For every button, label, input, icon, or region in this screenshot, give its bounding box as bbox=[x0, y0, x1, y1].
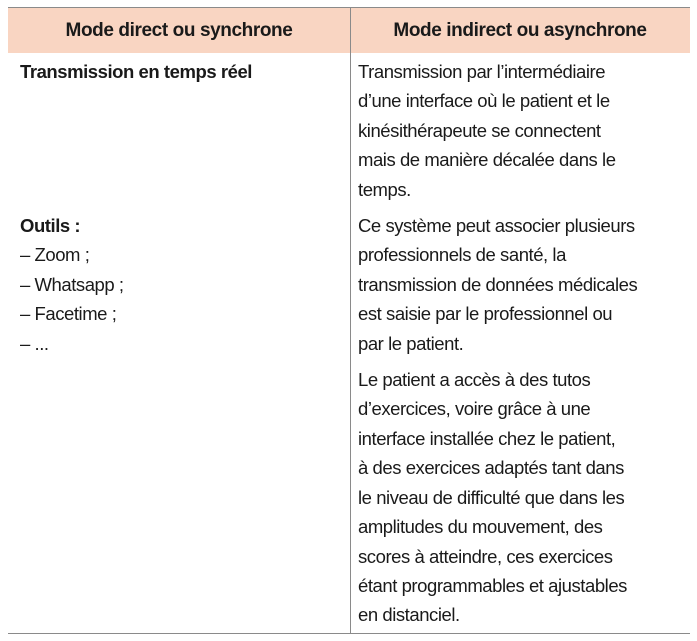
paragraph-2 bbox=[358, 211, 637, 358]
text-line: d’une interface où le patient et le bbox=[358, 90, 610, 112]
text-line: par le patient. bbox=[358, 332, 464, 354]
text-line: étant programmables et ajustables bbox=[358, 574, 627, 596]
column-divider bbox=[350, 7, 351, 634]
header-direct-mode: Mode direct ou synchrone bbox=[65, 20, 293, 41]
left-title-block bbox=[20, 57, 252, 204]
text-line: le niveau de difficulté que dans les bbox=[358, 486, 625, 508]
text-line: Le patient a accès à des tutos bbox=[358, 369, 591, 391]
text-line: Transmission par l’intermédiaire bbox=[358, 61, 606, 82]
table-header bbox=[8, 7, 690, 53]
right-column bbox=[358, 57, 637, 630]
text-line: en distanciel. bbox=[358, 604, 460, 626]
tools-label: Outils : bbox=[20, 215, 81, 237]
left-column bbox=[20, 57, 252, 358]
text-line: interface installée chez le patient, bbox=[358, 427, 616, 449]
text-line: professionnels de santé, la bbox=[358, 244, 566, 266]
paragraph-3 bbox=[358, 365, 637, 630]
text-line: d’exercices, voire grâce à une bbox=[358, 398, 591, 420]
text-line: est saisie par le professionnel ou bbox=[358, 303, 613, 325]
tool-item: – ... bbox=[20, 332, 49, 354]
table-bottom-border bbox=[8, 633, 690, 634]
tools-list bbox=[20, 211, 252, 358]
text-line: kinésithérapeute se connectent bbox=[358, 119, 601, 141]
tool-item: – Facetime ; bbox=[20, 303, 117, 325]
text-line: mais de manière décalée dans le bbox=[358, 149, 616, 171]
text-line: amplitudes du mouvement, des bbox=[358, 516, 603, 538]
tool-item: – Whatsapp ; bbox=[20, 273, 124, 295]
tool-item: – Zoom ; bbox=[20, 244, 90, 266]
transmission-title: Transmission en temps réel bbox=[20, 61, 252, 82]
text-line: transmission de données médicales bbox=[358, 273, 638, 295]
text-line: scores à atteindre, ces exercices bbox=[358, 545, 613, 567]
paragraph-1 bbox=[358, 57, 637, 204]
text-line: à des exercices adaptés tant dans bbox=[358, 457, 624, 479]
header-indirect-mode: Mode indirect ou asynchrone bbox=[393, 20, 647, 41]
text-line: Ce système peut associer plusieurs bbox=[358, 215, 635, 237]
text-line: temps. bbox=[358, 178, 411, 200]
